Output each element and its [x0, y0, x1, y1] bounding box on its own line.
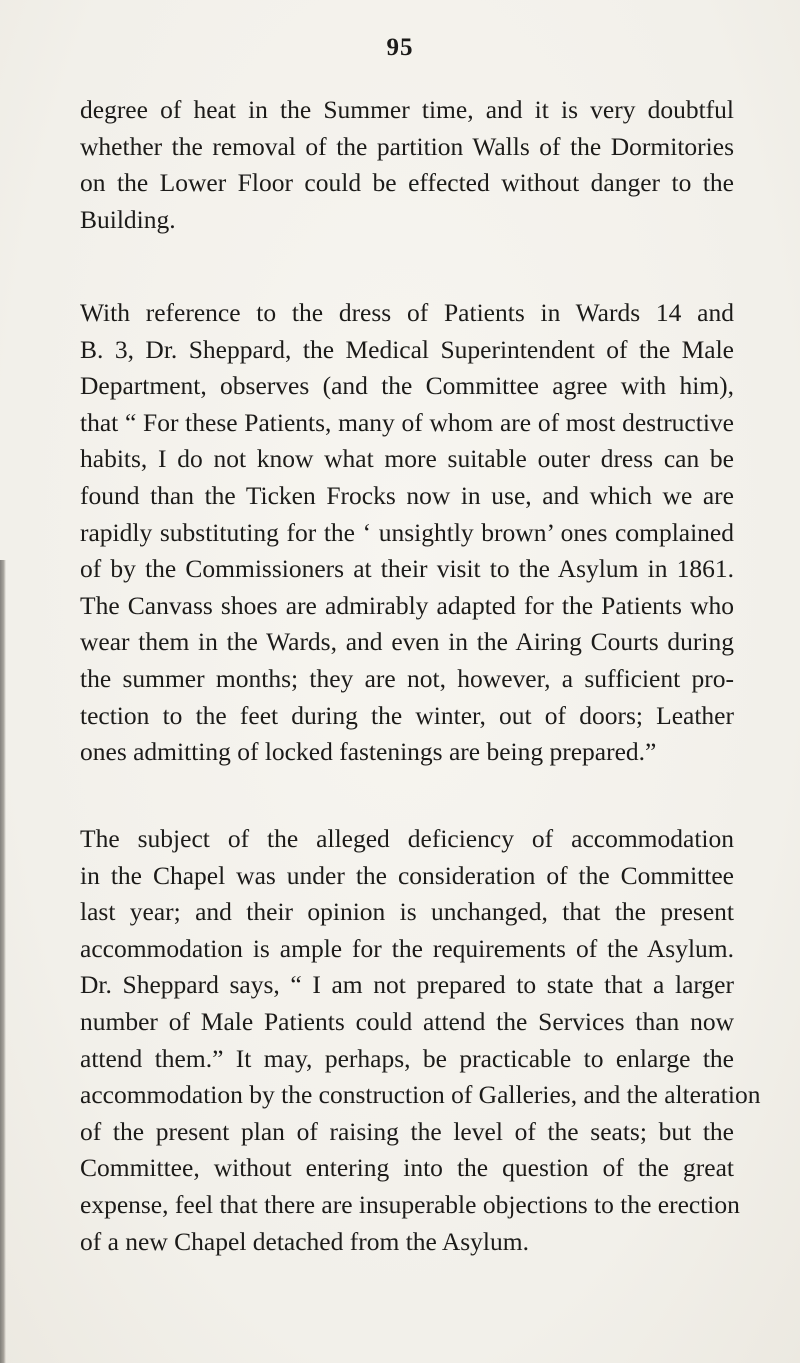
text-line: habits, I do not know what more suitable outer dress can be	[80, 444, 734, 474]
text-line: accommodation by the construction of Galleries, and the alteration	[80, 1080, 761, 1110]
text-line: of the present plan of raising the level of the seats; but the	[80, 1116, 734, 1146]
text-line: The Canvass shoes are admirably adapted for the Patients who	[80, 590, 734, 620]
text-line: the summer months; they are not, however, a sufficient pro-	[80, 663, 734, 693]
text-line: last year; and their opinion is unchanged, that the present	[80, 897, 734, 927]
text-line: on the Lower Floor could be effected without danger to the	[80, 168, 734, 198]
text-line: With reference to the dress of Patients in Wards 14 and	[80, 298, 734, 327]
text-line: wear them in the Wards, and even in the Airing Courts during	[80, 627, 734, 657]
text-line: of by the Commissioners at their visit to the Asylum in 1861.	[80, 554, 734, 584]
text-line: degree of heat in the Summer time, and it is very doubtful	[80, 95, 734, 124]
text-line: Department, observes (and the Committee agree with him),	[80, 371, 734, 401]
text-line: in the Chapel was under the consideration of the Committee	[80, 860, 734, 890]
text-line: Committee, without entering into the question of the great	[80, 1153, 734, 1183]
text-line: tection to the feet during the winter, out of doors; Leather	[80, 700, 734, 730]
text-line: B. 3, Dr. Sheppard, the Medical Superintendent of the Male	[80, 334, 734, 364]
text-line: Building.	[80, 204, 176, 234]
text-line: whether the removal of the partition Walls of the Dormitories	[80, 131, 734, 161]
paragraph-3	[80, 821, 761, 1260]
page-number: 95	[386, 34, 414, 61]
text-line: attend them.” It may, perhaps, be practicable to enlarge the	[80, 1043, 734, 1073]
text-line: found than the Ticken Frocks now in use, and which we are	[80, 480, 734, 510]
text-line: that “ For these Patients, many of whom are of most destructive	[80, 407, 734, 437]
paragraph-2	[80, 295, 734, 771]
text-line: accommodation is ample for the requirements of the Asylum.	[80, 933, 734, 963]
text-line: expense, feel that there are insuperable objections to the erection	[80, 1189, 740, 1219]
text-line: number of Male Patients could attend the Services than now	[80, 1006, 734, 1036]
paragraph-1	[80, 92, 734, 238]
text-line: Dr. Sheppard says, “ I am not prepared to state that a larger	[80, 970, 734, 1000]
text-line: rapidly substituting for the ‘ unsightly brown’ ones complained	[80, 517, 734, 547]
text-line: of a new Chapel detached from the Asylum.	[80, 1226, 529, 1256]
text-line: ones admitting of locked fastenings are being prepared.”	[80, 737, 657, 767]
page-binding-shadow	[0, 560, 6, 1363]
text-line: The subject of the alleged deficiency of accommodation	[80, 824, 734, 853]
